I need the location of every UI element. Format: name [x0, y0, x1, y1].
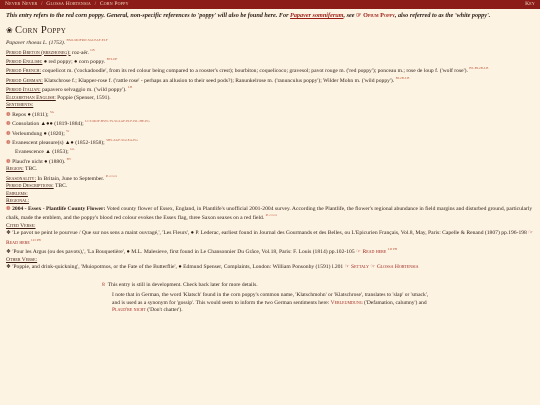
- verleumdung-link[interactable]: Verleumdung: [330, 299, 363, 306]
- crumb-corn-poppy: Corn Poppy: [99, 0, 129, 7]
- regional-item: ❁ 2004 - Essex - Plantlife County Flower: Voted county flower of Essex, England, in Plantlife's unofficial 2001-2004 survey. According the Plantlife, the flower's regional abundance in field margins and disturbed ground, particularly chalk, made the emblem, and the poppy's blood red colour evokes the Essex flag, three Saxon seaxes on a red field. $^{Plantlife}$: [6, 205, 533, 222]
- other-verse-item: ❖ 'Poppie, and drink-quickning', 'Muiopotmos, or the Fate of the Butterflie', ● Edmund Spenser, Complaints, London: William Ponsonby (1591) l.201 ☞ Settaly ☞ Glossa Hortensia: [6, 264, 419, 271]
- meta-region: Region: TBC.: [6, 166, 38, 173]
- sentiment-item: ❁ Evanescent pleasure(s) ▲● (1852-1858); $^{SBS-AGF-SGLEA-EG}$: [6, 137, 138, 146]
- bullet-icon: ❁: [6, 111, 13, 118]
- meta-regional: Regional:: [6, 198, 30, 205]
- crumb-never-never[interactable]: Never Never: [5, 0, 38, 7]
- sentiments-list: [6, 110, 534, 166]
- cited-verse-item: ❖ 'Le pavot ne peint le pourvue / Que sur nos sens a maint ouvragé,', 'Les Fleurs', ● P. Lederac, earliest found in Journal des Gourmands et des Belles, ou L'Epicurien Français, Vol.8, May, Paris: Capelle & Renand (1807) pp.196-198 ☞ Read here $^{LD PB}$: [6, 230, 534, 246]
- meta-descriptions: Period Descriptions: TBC.: [6, 183, 68, 190]
- sentiment-link[interactable]: Consolation ▲●● (1819-1884);: [12, 121, 84, 128]
- latin-name: Papaver rhoeas L. (1753). $^{BSO-MOFRW-SGLEAF-ELF}$: [6, 38, 108, 47]
- entry-elizabethan: Elizabethan English: Poppie (Spenser, 1591).: [6, 94, 111, 101]
- entry-german: Period German: Klatschrose f.; Klapper-rose f. ('rattle rose' - perhaps an allusion to their seed pods?); Ranunkelrose m. ('ranunculus poppy'); Wilder Mohn m. ('wild poppy'). $^{BL2B-LB}$: [6, 75, 410, 84]
- intro-note: This entry refers to the red corn poppy. General, non-specific references to 'poppy' will also be found here. For Papaver somniferum, see ☞ Opium Poppy, also referred to as the 'white poppy'.: [6, 12, 491, 19]
- crumb-separator: /: [40, 0, 43, 7]
- other-verse-heading: Other Verse:: [6, 256, 38, 263]
- sentiment-link[interactable]: Evanescent pleasure(s) ▲● (1852-1858);: [12, 139, 105, 146]
- note-marker: 8: [102, 281, 105, 288]
- read-here-link[interactable]: ☞ Read here: [356, 249, 387, 256]
- sentiment-item: ❁ Plaud're nicht ● (1880). $^{BV}$: [6, 156, 72, 165]
- key-link[interactable]: Key: [525, 0, 535, 7]
- entry-french: Period French: coquelicot m. ('cockadoodle', from its red colour being compared to a rooster's crest); bourbiton; coquelicoco; gravesol; pavot rouge m. ('red poppy'); ponceau m.; rose de loup f. ('wolf rose'). $^{BS-BL2B-LB}$: [6, 66, 489, 75]
- sentiment-link[interactable]: Evanescence ▲ (1853);: [15, 149, 69, 156]
- development-note: 8 This entry is still in development. Check back later for more details. I note that in German, the word 'Klatsch' found in the corn poppy's common name, 'Klatschmohn' or 'Klatschrose', translates to 'slap' or 'smack', and is used as a synonym for 'gossip'. This would seem to inform the two German sentiments here: Verleumdung ('Defamation, calumny') and Plaud're nicht ('Don't chatter').: [102, 281, 429, 314]
- top-bar: [0, 0, 540, 9]
- bullet-icon: ❁: [6, 205, 13, 212]
- sentiment-item: Evanescence ▲ (1853); $^{GL}$: [15, 147, 75, 156]
- entry-english: Period English: ● red poppy; ● corn poppy. $^{BTLOF}$: [6, 57, 118, 65]
- crumb-glossa-hortensia[interactable]: Glossa Hortensia: [46, 0, 92, 7]
- sentiment-item: ❁ Verleumdung ● (1820); $^W$: [6, 128, 70, 137]
- sentiment-link[interactable]: Repos ● (1811);: [12, 111, 49, 118]
- sentiment-link[interactable]: Plaud're nicht ● (1880).: [12, 158, 66, 165]
- sentiment-item: ❁ Consolation ▲●● (1819-1884); $^{LCT-MOF-BSW-TS-SGLAF-ELF-ISL-HE-EG}$: [6, 119, 150, 128]
- opium-poppy-link[interactable]: ☞ Opium Poppy: [356, 12, 395, 19]
- crumb-separator: /: [94, 0, 97, 7]
- cited-verse-heading: Cited Verse:: [6, 222, 36, 229]
- read-here-link[interactable]: ☞ Read here: [6, 230, 534, 246]
- glossa-hortensia-link[interactable]: ☞ Glossa Hortensia: [370, 264, 419, 271]
- breadcrumb: [5, 1, 131, 8]
- meta-emblems: Emblems:: [6, 190, 28, 197]
- bullet-icon: ❁: [6, 158, 13, 165]
- entry-breton: Period Breton (brezhoneg): roz-aër. $^{LB}$: [6, 47, 95, 56]
- cited-verse-item: ❖ 'Pour les Argus (ou des pavots),', 'La Bouquetière', ● M.L. Malesieve, first found in Le Chansonnier Du Grâce, Vol.18, Paris: F. Louis (1814) pp.102-105 ☞ Read here $^{LD PB}$: [6, 247, 398, 256]
- page-title: ❀ Corn Poppy: [6, 25, 67, 37]
- bullet-icon: ❁: [6, 130, 12, 137]
- main-content: [0, 9, 540, 314]
- bullet-icon: ❁: [6, 121, 13, 128]
- sentiment-link[interactable]: Verleumdung ● (1820);: [11, 130, 65, 137]
- flower-icon: ❀: [6, 26, 14, 36]
- sentiments-heading: Sentiments:: [6, 102, 34, 109]
- bullet-icon: ❁: [6, 139, 13, 146]
- plaudre-nicht-link[interactable]: Plaud're nicht: [112, 307, 146, 314]
- meta-seasonality: Seasonality: In Britain, June to September. $^{Plantlife}$: [6, 173, 118, 182]
- papaver-somniferum-link[interactable]: Papaver somniferum: [290, 12, 344, 19]
- settaly-link[interactable]: ☞ Settaly: [344, 264, 369, 271]
- sentiment-item: ❁ Repos ● (1811); $^{SG}$: [6, 109, 55, 118]
- entry-italian: Period Italian: papavero selvaggio m. ('wild poppy'). $^{LB}$: [6, 85, 133, 94]
